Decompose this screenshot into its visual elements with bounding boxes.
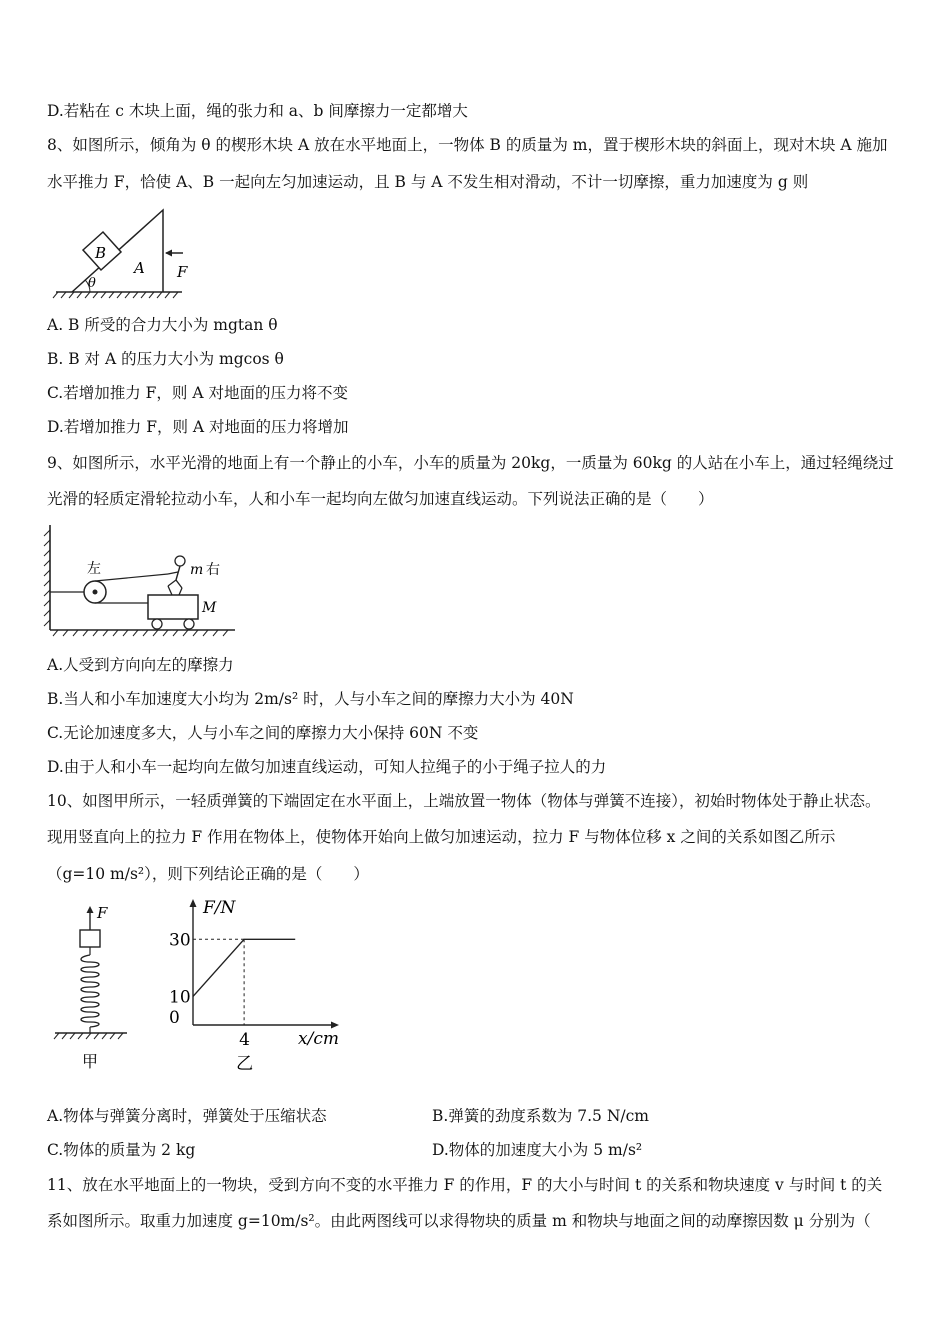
q9-cart-figure [40, 520, 240, 640]
q9-stem-line2: 光滑的轻质定滑轮拉动小车，人和小车一起均向左做匀加速直线运动。下列说法正确的是（ ） [47, 490, 714, 508]
q10-stem-line1: 10、如图甲所示，一轻质弹簧的下端固定在水平面上，上端放置一物体（物体与弹簧不连接），初始时物体处于静止状态。 [47, 792, 881, 810]
q10-option-c: C.物体的质量为 2 kg [47, 1141, 196, 1159]
q8-stem-line1: 8、如图所示，倾角为 θ 的楔形木块 A 放在水平地面上，一物体 B 的质量为 m，置于楔形木块的斜面上，现对木块 A 施加 [47, 136, 888, 154]
y-tick-label: 30 [169, 930, 191, 951]
q10-option-d: D.物体的加速度大小为 5 m/s² [432, 1141, 643, 1159]
q8-option-d: D.若增加推力 F，则 A 对地面的压力将增加 [47, 418, 349, 436]
q9-option-c: C.无论加速度多大，人与小车之间的摩擦力大小保持 60N 不变 [47, 724, 479, 742]
q8-wedge-label: A [134, 259, 145, 277]
q10-force-label: F [97, 904, 108, 922]
q9-option-b: B.当人和小车加速度大小均为 2m/s² 时，人与小车之间的摩擦力大小为 40N [47, 690, 574, 708]
q8-option-a: A. B 所受的合力大小为 mgtan θ [47, 316, 278, 334]
q8-block-label: B [95, 244, 107, 262]
q10-fx-chart [160, 895, 360, 1080]
q8-option-b: B. B 对 A 的压力大小为 mgcos θ [47, 350, 284, 368]
q10-option-a: A.物体与弹簧分离时，弹簧处于压缩状态 [47, 1107, 327, 1125]
q8-wedge-figure [50, 205, 190, 300]
q8-option-c: C.若增加推力 F，则 A 对地面的压力将不变 [47, 384, 348, 402]
q10-stem-line2: 现用竖直向上的拉力 F 作用在物体上，使物体开始向上做匀加速运动，拉力 F 与物体位移 x 之间的关系如图乙所示 [47, 828, 836, 846]
q9-M-label: M [202, 600, 217, 616]
q11-stem-line1: 11、放在水平地面上的一物块，受到方向不变的水平推力 F 的作用，F 的大小与时间 t 的关系和物块速度 v 与时间 t 的关 [47, 1176, 883, 1194]
q10-jia-caption: 甲 [82, 1052, 99, 1071]
q10-option-b: B.弹簧的劲度系数为 7.5 N/cm [432, 1107, 649, 1125]
chart-caption: 乙 [236, 1054, 254, 1074]
q10-spring-figure [45, 900, 145, 1080]
y-axis-arrow [190, 899, 197, 907]
x-axis-label: x/cm [298, 1029, 339, 1049]
q8-stem-line2: 水平推力 F，恰使 A、B 一起向左匀加速运动，且 B 与 A 不发生相对滑动，不计一切摩擦，重力加速度为 g 则 [47, 173, 809, 191]
q8-force-label: F [177, 263, 188, 281]
q7-option-d: D.若粘在 c 木块上面，绳的张力和 a、b 间摩擦力一定都增大 [47, 102, 468, 120]
q9-m-label: m [190, 562, 204, 578]
q9-left-label: 左 [87, 561, 101, 577]
q8-angle-label: θ [88, 276, 96, 291]
q10-stem-line3: （g=10 m/s²），则下列结论正确的是（ ） [47, 865, 369, 883]
q9-right-label: 右 [206, 562, 220, 578]
q9-option-a: A.人受到方向向左的摩擦力 [47, 656, 234, 674]
q9-stem-line1: 9、如图所示，水平光滑的地面上有一个静止的小车，小车的质量为 20kg，一质量为 60kg 的人站在小车上，通过轻绳绕过 [47, 454, 894, 472]
y-tick-label: 0 [169, 1008, 180, 1028]
x-axis-arrow [331, 1022, 339, 1029]
y-tick-label: 10 [169, 987, 191, 1008]
q9-option-d: D.由于人和小车一起均向左做匀加速直线运动，可知人拉绳子的小于绳子拉人的力 [47, 758, 607, 776]
q11-stem-line2: 系如图所示。取重力加速度 g=10m/s²。由此两图线可以求得物块的质量 m 和物块与地面之间的动摩擦因数 μ 分别为（ [47, 1212, 871, 1230]
y-axis-label: F/N [203, 898, 236, 918]
x-tick-label: 4 [239, 1030, 250, 1050]
